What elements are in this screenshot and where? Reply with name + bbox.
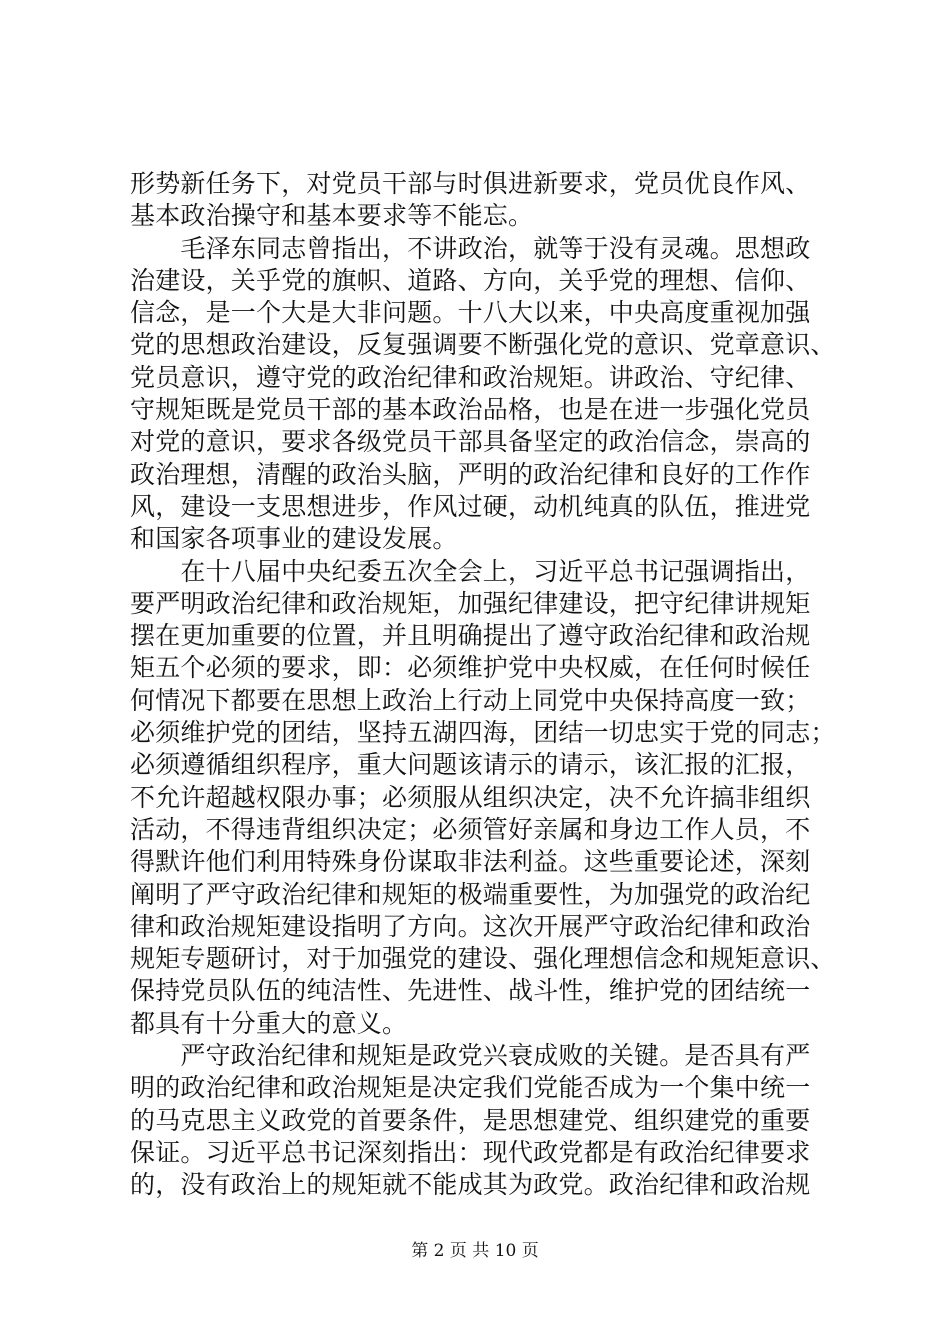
text-line: 在十八届中央纪委五次全会上，习近平总书记强调指出， <box>130 556 811 586</box>
text-line: 要严明政治纪律和政治规矩，加强纪律建设，把守纪律讲规矩 <box>130 588 811 618</box>
page-indicator: 第 2 页 共 10 页 <box>411 1241 539 1261</box>
text-line: 党员意识，遵守党的政治纪律和政治规矩。讲政治、守纪律、 <box>130 362 811 392</box>
text-line: 得默许他们利用特殊身份谋取非法利益。这些重要论述，深刻 <box>130 847 811 877</box>
text-line: 严守政治纪律和规矩是政党兴衰成败的关键。是否具有严 <box>130 1041 811 1071</box>
text-line: 何情况下都要在思想上政治上行动上同党中央保持高度一致； <box>130 685 811 715</box>
text-line: 治建设，关乎党的旗帜、道路、方向，关乎党的理想、信仰、 <box>130 265 811 295</box>
text-line: 风，建设一支思想进步，作风过硬，动机纯真的队伍，推进党 <box>130 491 811 521</box>
document-body <box>130 168 836 1202</box>
text-line: 必须维护党的团结，坚持五湖四海，团结一切忠实于党的同志； <box>130 718 836 748</box>
text-line: 保持党员队伍的纯洁性、先进性、战斗性，维护党的团结统一 <box>130 976 811 1006</box>
text-line: 必须遵循组织程序，重大问题该请示的请示，该汇报的汇报， <box>130 750 811 780</box>
text-line: 信念，是一个大是大非问题。十八大以来，中央高度重视加强 <box>130 298 811 328</box>
text-line: 守规矩既是党员干部的基本政治品格，也是在进一步强化党员 <box>130 395 811 425</box>
text-line: 摆在更加重要的位置，并且明确提出了遵守政治纪律和政治规 <box>130 621 811 651</box>
text-line: 的，没有政治上的规矩就不能成其为政党。政治纪律和政治规 <box>130 1170 811 1200</box>
text-line: 党的思想政治建设，反复强调要不断强化党的意识、党章意识、 <box>130 330 836 360</box>
text-line: 基本政治操守和基本要求等不能忘。 <box>130 201 534 231</box>
text-line: 阐明了严守政治纪律和规矩的极端重要性，为加强党的政治纪 <box>130 879 811 909</box>
text-line: 和国家各项事业的建设发展。 <box>130 524 458 554</box>
text-line: 活动，不得违背组织决定；必须管好亲属和身边工作人员，不 <box>130 814 811 844</box>
text-line: 矩五个必须的要求，即：必须维护党中央权威，在任何时候任 <box>130 653 811 683</box>
text-line: 明的政治纪律和政治规矩是决定我们党能否成为一个集中统一 <box>130 1073 811 1103</box>
text-line: 的马克思主义政党的首要条件，是思想建党、组织建党的重要 <box>130 1105 811 1135</box>
text-line: 不允许超越权限办事；必须服从组织决定，决不允许搞非组织 <box>130 782 811 812</box>
text-line: 律和政治规矩建设指明了方向。这次开展严守政治纪律和政治 <box>130 911 811 941</box>
text-line: 规矩专题研讨，对于加强党的建设、强化理想信念和规矩意识、 <box>130 944 836 974</box>
text-line: 毛泽东同志曾指出，不讲政治，就等于没有灵魂。思想政 <box>130 233 811 263</box>
text-line: 都具有十分重大的意义。 <box>130 1008 408 1038</box>
text-line: 政治理想，清醒的政治头脑，严明的政治纪律和良好的工作作 <box>130 459 811 489</box>
text-line: 保证。习近平总书记深刻指出：现代政党都是有政治纪律要求 <box>130 1137 811 1167</box>
text-line: 对党的意识，要求各级党员干部具备坚定的政治信念，崇高的 <box>130 427 811 457</box>
text-line: 形势新任务下，对党员干部与时俱进新要求，党员优良作风、 <box>130 169 811 198</box>
